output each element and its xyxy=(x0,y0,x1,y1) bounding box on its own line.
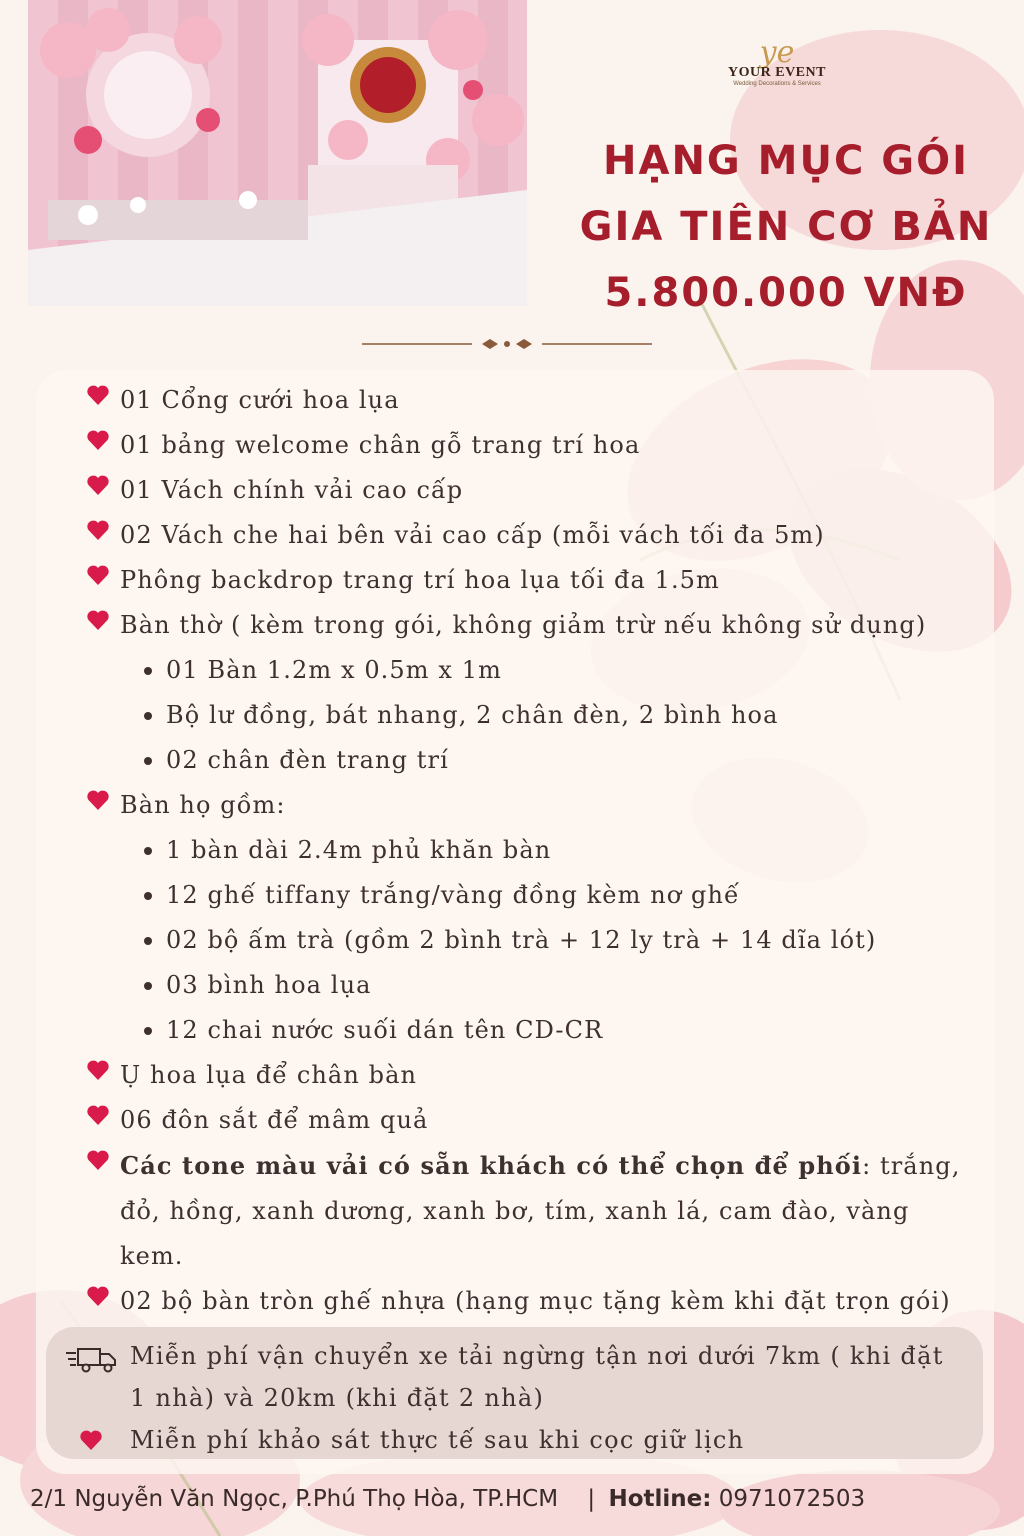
sub-item-text: Bộ lư đồng, bát nhang, 2 chân đèn, 2 bình hoa xyxy=(166,701,779,729)
sub-item-text: 02 bộ ấm trà (gồm 2 bình trà + 12 ly trà + 14 dĩa lót) xyxy=(166,926,877,954)
heart-icon xyxy=(86,519,110,541)
heart-icon xyxy=(86,789,110,811)
package-title xyxy=(556,128,1016,326)
survey-text: Miễn phí khảo sát thực tế sau khi cọc giữ lịch xyxy=(130,1426,745,1454)
wedding-altar-photo xyxy=(28,0,527,306)
logo-brand-name: YOUR EVENT xyxy=(728,65,826,80)
heart-icon xyxy=(86,564,110,586)
logo-tagline: Wedding Decorations & Services xyxy=(733,81,821,87)
bullet-dot xyxy=(144,847,152,855)
sub-list-item xyxy=(86,648,966,693)
item-text: 01 bảng welcome chân gỗ trang trí hoa xyxy=(120,431,641,459)
sub-item-text: 01 Bàn 1.2m x 0.5m x 1m xyxy=(166,656,502,684)
heart-icon xyxy=(86,429,110,451)
sub-item-text: 03 bình hoa lụa xyxy=(166,971,372,999)
list-item xyxy=(86,1053,966,1098)
heart-icon xyxy=(86,1059,110,1081)
list-item xyxy=(86,783,966,828)
heart-icon xyxy=(86,1285,110,1307)
ornament-divider xyxy=(362,336,652,352)
title-price: 5.800.000 VNĐ xyxy=(604,270,968,316)
bullet-dot xyxy=(144,757,152,765)
truck-icon xyxy=(66,1345,118,1373)
bullet-dot xyxy=(144,892,152,900)
list-item-tone-colors xyxy=(86,1143,966,1279)
item-text: Bàn thờ ( kèm trong gói, không giảm trừ nếu không sử dụng) xyxy=(120,611,927,639)
list-item xyxy=(86,513,966,558)
item-text: Ụ hoa lụa để chân bàn xyxy=(120,1061,418,1089)
list-item xyxy=(86,603,966,648)
sub-list-item xyxy=(86,873,966,918)
list-item xyxy=(86,423,966,468)
bullet-dot xyxy=(144,712,152,720)
list-item xyxy=(86,378,966,423)
footer-contact xyxy=(30,1486,1010,1512)
sub-list-item xyxy=(86,918,966,963)
package-items-list xyxy=(86,378,966,1324)
bullet-dot xyxy=(144,937,152,945)
brand-logo xyxy=(713,35,841,100)
sub-list-item xyxy=(86,693,966,738)
hotline-label: Hotline: xyxy=(608,1486,712,1512)
heart-icon xyxy=(86,609,110,631)
address: 2/1 Nguyễn Văn Ngọc, P.Phú Thọ Hòa, TP.HCM xyxy=(30,1486,559,1512)
item-text: Phông backdrop trang trí hoa lụa tối đa 1.5m xyxy=(120,566,720,594)
sub-list-item xyxy=(86,1008,966,1053)
sub-list-item xyxy=(86,828,966,873)
sub-list-item xyxy=(86,738,966,783)
sub-item-text: 1 bàn dài 2.4m phủ khăn bàn xyxy=(166,836,552,864)
sub-list-item xyxy=(86,963,966,1008)
shipping-text: Miễn phí vận chuyển xe tải ngừng tận nơi dưới 7km ( khi đặt 1 nhà) và 20km (khi đặt 2 nhà) xyxy=(130,1342,944,1412)
item-text: 01 Cổng cưới hoa lụa xyxy=(120,386,400,414)
list-item xyxy=(86,468,966,513)
hotline-number[interactable]: 0971072503 xyxy=(718,1486,866,1512)
list-item xyxy=(86,1098,966,1143)
title-line-2: GIA TIÊN CƠ BẢN xyxy=(579,204,993,250)
list-item xyxy=(86,1279,966,1324)
benefits-list xyxy=(66,1335,966,1461)
heart-icon xyxy=(86,1104,110,1126)
bullet-dot xyxy=(144,667,152,675)
title-line-1: HẠNG MỤC GÓI xyxy=(603,138,969,184)
item-text: 06 đôn sắt để mâm quả xyxy=(120,1106,429,1134)
benefit-shipping xyxy=(66,1335,966,1419)
heart-icon xyxy=(86,1149,110,1171)
heart-icon xyxy=(86,384,110,406)
sub-item-text: 02 chân đèn trang trí xyxy=(166,746,449,774)
bullet-dot xyxy=(144,982,152,990)
list-item xyxy=(86,558,966,603)
sub-item-text: 12 ghế tiffany trắng/vàng đồng kèm nơ ghế xyxy=(166,881,740,909)
item-text: 01 Vách chính vải cao cấp xyxy=(120,476,464,504)
tone-colors: : trắng, đỏ, hồng, xanh dương, xanh bơ, tím, xanh lá, cam đào, vàng kem. xyxy=(120,1152,961,1270)
logo-monogram: ye xyxy=(759,35,795,70)
tone-heading: Các tone màu vải có sẵn khách có thể chọn để phối xyxy=(120,1151,863,1180)
sub-item-text: 12 chai nước suối dán tên CD-CR xyxy=(166,1016,604,1044)
item-text: 02 bộ bàn tròn ghế nhựa (hạng mục tặng kèm khi đặt trọn gói) xyxy=(120,1287,951,1315)
item-text: 02 Vách che hai bên vải cao cấp (mỗi vách tối đa 5m) xyxy=(120,521,825,549)
footer-separator: | xyxy=(587,1486,596,1512)
item-text: Bàn họ gồm: xyxy=(120,791,286,819)
bullet-dot xyxy=(144,1027,152,1035)
heart-icon xyxy=(86,474,110,496)
heart-icon xyxy=(78,1429,104,1451)
benefit-survey xyxy=(66,1419,966,1461)
